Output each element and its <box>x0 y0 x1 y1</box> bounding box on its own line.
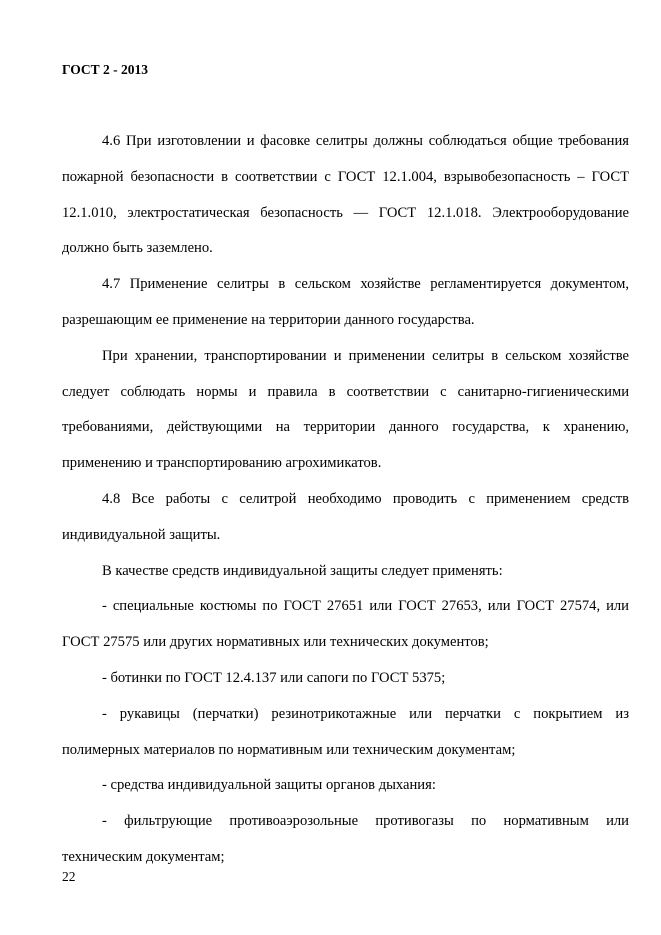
document-body <box>62 124 629 876</box>
list-item-gas-masks: - фильтрующие противоаэрозольные противогазы по нормативным или техническим документам; <box>62 813 629 865</box>
paragraph-4-6: 4.6 При изготовлении и фасовке селитры должны соблюдаться общие требования пожарной безопасности в соответствии с ГОСТ 12.1.004, взрывобезопасность – ГОСТ 12.1.010, электростатическая безопасность — ГОСТ 12.1.018. Электрооборудование должно быть заземлено. <box>62 133 629 257</box>
paragraph-4-7: 4.7 Применение селитры в сельском хозяйстве регламентируется документом, разрешающим ее применение на территории данного государства. <box>62 276 629 328</box>
list-item-respiratory: - средства индивидуальной защиты органов дыхания: <box>102 777 436 794</box>
paragraph-ppe-intro: В качестве средств индивидуальной защиты следует применять: <box>102 562 503 579</box>
paragraph-4-8: 4.8 Все работы с селитрой необходимо проводить с применением средств индивидуальной защиты. <box>62 490 629 543</box>
paragraph-storage: При хранении, транспортировании и применении селитры в сельском хозяйстве следует соблюдать нормы и правила в соответствии с санитарно-гигиеническими требованиями, действующими на территории данного государства, к хранению, применению и транспортированию агрохимикатов. <box>62 347 629 472</box>
document-header: ГОСТ 2 - 2013 <box>62 62 149 77</box>
list-item-boots: - ботинки по ГОСТ 12.4.137 или сапоги по ГОСТ 5375; <box>102 669 446 686</box>
list-item-gloves: - рукавицы (перчатки) резинотрикотажные или перчатки с покрытием из полимерных материалов по нормативным или техническим документам; <box>62 705 629 758</box>
page-number: 22 <box>62 869 76 884</box>
list-item-suits: - специальные костюмы по ГОСТ 27651 или ГОСТ 27653, или ГОСТ 27574, или ГОСТ 27575 или других нормативных или технических документов; <box>62 598 629 651</box>
